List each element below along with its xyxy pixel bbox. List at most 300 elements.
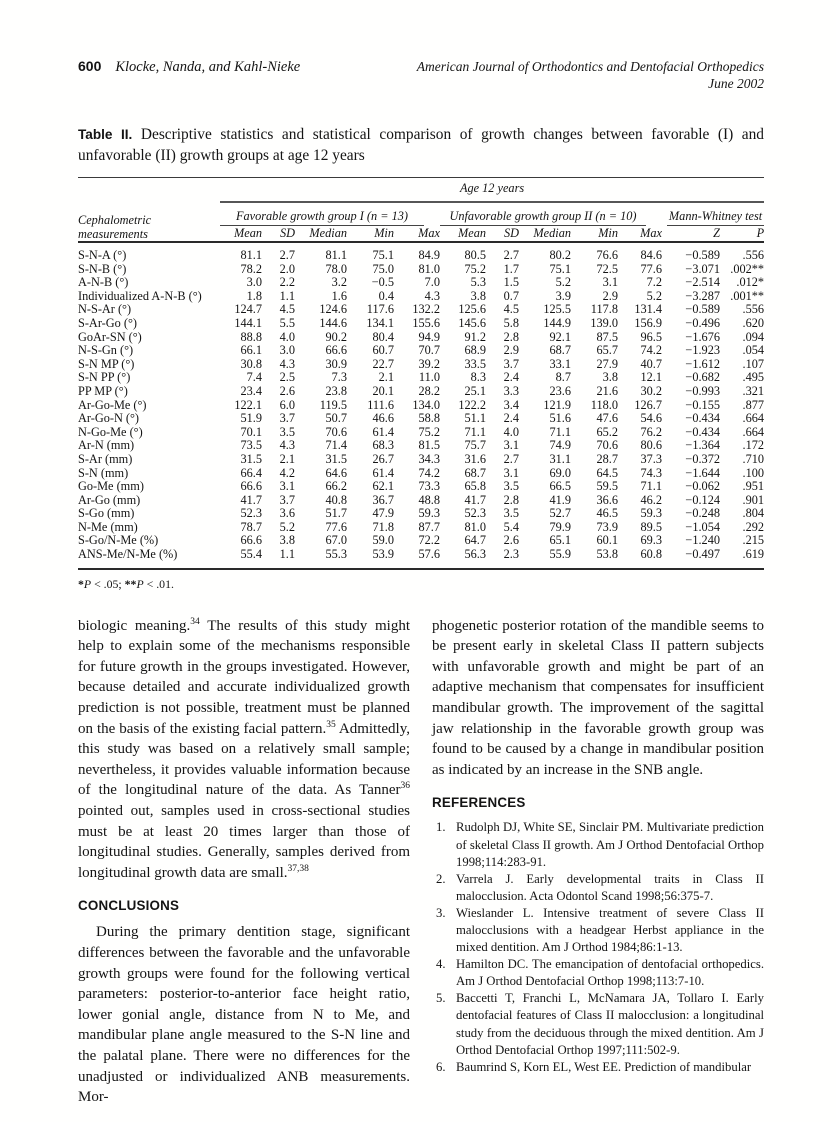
value-cell: 7.2 [646, 276, 662, 290]
reference-text: Rudolph DJ, White SE, Sinclair PM. Multivariate prediction of skeletal Class II growth. Am J Orthod Dentofacial Orthop 1998;114:283-91. [456, 820, 764, 869]
text-segment: * [78, 576, 84, 591]
value-cell: 124.6 [319, 303, 347, 317]
value-cell: 80.2 [549, 248, 571, 262]
value-cell: 37.3 [640, 452, 662, 466]
value-cell: 91.2 [464, 330, 486, 344]
subheader-p: P [720, 226, 764, 242]
value-cell: −0.248 [685, 507, 720, 521]
paragraph-discussion-continued: phogenetic posterior rotation of the mandible seems to be present early in skeletal Class II pattern subjects with unfavorable growth and might be part of an adaptive mechanism that compensates for insufficient mandibular growth. The improvement of the sagittal jaw relationship in the favorable growth group was found to be caused by a change in mandibular position as indicated by an increase in the SNB angle. [432, 617, 764, 778]
text-segment: Admittedly, this study was based on a relatively small sample; nevertheless, it provides valuable information because of the longitudinal nature of the data. As Tanner [78, 720, 410, 799]
reference-number: 6. [436, 1059, 446, 1074]
value-cell: .556 [742, 303, 765, 317]
measurement-label: S-Ar (mm) [78, 452, 133, 466]
running-head-left [78, 58, 300, 76]
value-cell: 12.1 [640, 371, 662, 385]
value-cell: 77.6 [640, 262, 662, 276]
value-cell: 156.9 [634, 316, 662, 330]
value-cell: 74.9 [549, 439, 571, 453]
value-cell: 3.1 [602, 276, 618, 290]
value-cell: 4.2 [279, 466, 295, 480]
value-cell: −0.434 [685, 412, 720, 426]
value-cell: 144.6 [319, 316, 347, 330]
value-cell: 73.3 [418, 480, 440, 494]
value-cell: .002** [730, 262, 765, 276]
measurement-label: Individualized A-N-B (°) [78, 289, 202, 303]
value-cell: 2.2 [279, 276, 295, 290]
value-cell: −0.589 [685, 248, 720, 262]
value-cell: 81.1 [240, 248, 262, 262]
value-cell: 7.4 [246, 371, 262, 385]
measurement-label: Ar-N (mm) [78, 439, 135, 453]
value-cell: 144.9 [543, 316, 571, 330]
value-cell: 5.8 [503, 316, 519, 330]
value-cell: 25.1 [464, 384, 486, 398]
subheader-sd-2: SD [486, 226, 519, 242]
value-cell: .556 [742, 248, 765, 262]
value-cell: 58.8 [418, 412, 440, 426]
value-cell: 52.3 [464, 507, 486, 521]
value-cell: 3.7 [503, 357, 519, 371]
value-cell: −0.062 [685, 480, 720, 494]
value-cell: 66.6 [240, 534, 262, 548]
value-cell: −0.496 [685, 316, 720, 330]
value-cell: .495 [742, 371, 765, 385]
value-cell: 52.3 [240, 507, 262, 521]
value-cell: 77.6 [325, 520, 347, 534]
value-cell: 89.5 [640, 520, 662, 534]
value-cell: −1.364 [685, 439, 720, 453]
value-cell: 7.3 [331, 371, 347, 385]
value-cell: 72.2 [418, 534, 440, 548]
subheader-z: Z [662, 226, 720, 242]
subheader-max-1: Max [394, 226, 440, 242]
running-authors: Klocke, Nanda, and Kahl-Nieke [115, 59, 301, 75]
value-cell: 34.3 [418, 452, 440, 466]
value-cell: 55.3 [325, 548, 347, 562]
value-cell: 70.6 [325, 425, 347, 439]
value-cell: 31.6 [464, 452, 486, 466]
value-cell: 3.8 [470, 289, 486, 303]
value-cell: 4.3 [279, 439, 295, 453]
measurement-label: N-Go-Me (°) [78, 425, 143, 439]
value-cell: 73.9 [596, 520, 618, 534]
table-row [78, 521, 764, 535]
measurement-label: S-Go/N-Me (%) [78, 534, 159, 548]
value-cell: 96.5 [640, 330, 662, 344]
value-cell: 76.2 [640, 425, 662, 439]
value-cell: .619 [742, 548, 765, 562]
value-cell: 69.3 [640, 534, 662, 548]
table-row [78, 453, 764, 467]
value-cell: 59.3 [640, 507, 662, 521]
value-cell: 11.0 [418, 371, 440, 385]
group-cell-favorable [220, 203, 440, 226]
value-cell: .100 [742, 466, 765, 480]
value-cell: 2.7 [503, 452, 519, 466]
value-cell: −3.071 [685, 262, 720, 276]
value-cell: 2.8 [503, 330, 519, 344]
text-segment: P [136, 576, 144, 591]
value-cell: 65.8 [464, 480, 486, 494]
reference-item [432, 819, 764, 870]
table-span-row [78, 178, 764, 204]
table-row [78, 317, 764, 331]
value-cell: 75.7 [464, 439, 486, 453]
value-cell: −1.676 [685, 330, 720, 344]
subheader-median-2: Median [519, 226, 571, 242]
value-cell: 134.0 [412, 398, 440, 412]
value-cell: 46.6 [372, 412, 394, 426]
value-cell: 2.7 [279, 248, 295, 262]
value-cell: 48.8 [418, 493, 440, 507]
spacer-cell [78, 178, 220, 204]
value-cell: .012* [736, 276, 765, 290]
value-cell: 117.8 [590, 303, 618, 317]
value-cell: 144.1 [234, 316, 262, 330]
value-cell: 5.2 [555, 276, 571, 290]
measurement-label: Ar-Go-Me (°) [78, 398, 147, 412]
group-header-mann-whitney: Mann-Whitney test [667, 203, 764, 226]
value-cell: 20.1 [372, 384, 394, 398]
value-cell: 62.1 [372, 480, 394, 494]
value-cell: −0.434 [685, 425, 720, 439]
value-cell: 74.2 [640, 344, 662, 358]
value-cell: 36.7 [372, 493, 394, 507]
value-cell: 145.6 [458, 316, 486, 330]
value-cell: 31.5 [240, 452, 262, 466]
value-cell: 65.7 [596, 344, 618, 358]
measurement-label: S-N-A (°) [78, 248, 127, 262]
value-cell: −0.124 [685, 493, 720, 507]
value-cell: 47.9 [372, 507, 394, 521]
value-cell: 22.7 [372, 357, 394, 371]
value-cell: 26.7 [372, 452, 394, 466]
value-cell: −1.240 [685, 534, 720, 548]
value-cell: 3.1 [503, 439, 519, 453]
value-cell: −1.923 [685, 344, 720, 358]
value-cell: 3.8 [279, 534, 295, 548]
measurement-label: Ar-Go (mm) [78, 493, 141, 507]
measurement-label: S-Ar-Go (°) [78, 316, 137, 330]
value-cell: −2.514 [685, 276, 720, 290]
value-cell: 40.7 [640, 357, 662, 371]
references-list [432, 819, 764, 1075]
table-caption-text: Descriptive statistics and statistical comparison of growth changes between favorable (I) and unfavorable (II) growth groups at age 12 years [78, 126, 764, 164]
value-cell: 33.1 [549, 357, 571, 371]
table-row [78, 426, 764, 440]
value-cell: 54.6 [640, 412, 662, 426]
measurement-label: S-N PP (°) [78, 371, 131, 385]
value-cell: 5.3 [470, 276, 486, 290]
value-cell: .664 [742, 412, 765, 426]
value-cell: 75.0 [372, 262, 394, 276]
value-cell: 39.2 [418, 357, 440, 371]
value-cell: 75.2 [418, 425, 440, 439]
value-cell: 23.6 [549, 384, 571, 398]
value-cell: 66.6 [240, 480, 262, 494]
text-segment: ** [124, 576, 137, 591]
value-cell: 66.1 [240, 344, 262, 358]
value-cell: 75.1 [549, 262, 571, 276]
subheader-min-1: Min [347, 226, 394, 242]
value-cell: 51.6 [549, 412, 571, 426]
value-cell: 21.6 [596, 384, 618, 398]
value-cell: 75.1 [372, 248, 394, 262]
value-cell: 65.2 [596, 425, 618, 439]
text-segment: The results of this study might help to explain some of the mechanisms responsible for future growth in the groups investigated. However, because detailed and accurate individualized growth prediction is not possible, treatment must be planned on the basis of the existing facial pattern. [78, 617, 411, 737]
citation-superscript: 35 [326, 719, 336, 730]
page-header [78, 58, 764, 92]
value-cell: 1.1 [279, 289, 295, 303]
value-cell: 1.8 [246, 289, 262, 303]
value-cell: 3.6 [279, 507, 295, 521]
value-cell: 31.5 [325, 452, 347, 466]
value-cell: −1.054 [685, 520, 720, 534]
value-cell: 118.0 [590, 398, 618, 412]
measurement-label: S-N MP (°) [78, 357, 135, 371]
value-cell: 4.0 [503, 425, 519, 439]
value-cell: 71.1 [549, 425, 571, 439]
value-cell: −0.5 [371, 276, 394, 290]
paragraph-discussion [78, 616, 410, 884]
value-cell: 5.2 [279, 520, 295, 534]
measurement-label: GoAr-SN (°) [78, 330, 142, 344]
value-cell: 55.9 [549, 548, 571, 562]
value-cell: 73.5 [240, 439, 262, 453]
subheader-mean-1: Mean [220, 226, 262, 242]
table-row [78, 358, 764, 372]
value-cell: −1.612 [685, 357, 720, 371]
value-cell: 3.2 [331, 276, 347, 290]
value-cell: 0.4 [378, 289, 394, 303]
subheader-sd-1: SD [262, 226, 295, 242]
paragraph-conclusions: During the primary dentition stage, significant differences between the favorable and the unfavorable growth groups were found for the following vertical parameters: posterior-to-anterior face height ratio, lower gonial angle, distance from N to Me, and mandibular plane angle measured to the S-N line and the palatal plane. There were no differences for the unadjusted or individualized ANB measurements. Mor- [78, 924, 410, 1106]
value-cell: 81.0 [464, 520, 486, 534]
value-cell: 3.1 [279, 480, 295, 494]
value-cell: 3.9 [555, 289, 571, 303]
value-cell: .094 [742, 330, 765, 344]
value-cell: −0.589 [685, 303, 720, 317]
table-body [78, 242, 764, 569]
journal-issue: June 2002 [708, 76, 764, 91]
measurement-label: Ar-Go-N (°) [78, 412, 140, 426]
running-head-right [417, 58, 764, 92]
value-cell: 94.9 [418, 330, 440, 344]
value-cell: 74.3 [640, 466, 662, 480]
value-cell: 134.1 [366, 316, 394, 330]
table-row [78, 494, 764, 508]
measurement-label: S-N-B (°) [78, 262, 127, 276]
value-cell: .664 [742, 425, 765, 439]
value-cell: 66.5 [549, 480, 571, 494]
group-header-favorable: Favorable growth group I (n = 13) [220, 203, 424, 226]
table-row [78, 534, 764, 548]
value-cell: 23.8 [325, 384, 347, 398]
value-cell: .620 [742, 316, 765, 330]
value-cell: 28.2 [418, 384, 440, 398]
value-cell: 31.1 [549, 452, 571, 466]
measurement-label: N-S-Gn (°) [78, 344, 134, 358]
value-cell: 56.3 [464, 548, 486, 562]
value-cell: 64.6 [325, 466, 347, 480]
value-cell: 3.7 [279, 493, 295, 507]
value-cell: 53.9 [372, 548, 394, 562]
value-cell: 81.1 [325, 248, 347, 262]
value-cell: 51.1 [464, 412, 486, 426]
value-cell: 6.0 [279, 398, 295, 412]
statistics-table [78, 177, 764, 570]
table-row [78, 439, 764, 453]
table-row [78, 344, 764, 358]
value-cell: .001** [730, 289, 765, 303]
value-cell: 3.1 [503, 466, 519, 480]
value-cell: 55.4 [240, 548, 262, 562]
value-cell: 80.6 [640, 439, 662, 453]
value-cell: .901 [742, 493, 765, 507]
value-cell: 30.9 [325, 357, 347, 371]
value-cell: .292 [742, 520, 765, 534]
right-column [432, 616, 764, 1108]
row-header: Cephalometric measurements [78, 203, 220, 242]
value-cell: 78.0 [325, 262, 347, 276]
value-cell: 52.7 [549, 507, 571, 521]
reference-text: Baccetti T, Franchi L, McNamara JA, Tollaro I. Early dentofacial features of Class II malocclusion: a longitudinal study from the deciduous through the mixed dentition. Am J Orthod Dentofacial Orthop 1997;111:502-9. [456, 991, 764, 1057]
value-cell: 4.3 [424, 289, 440, 303]
value-cell: 27.9 [596, 357, 618, 371]
value-cell: 74.2 [418, 466, 440, 480]
value-cell: 30.8 [240, 357, 262, 371]
value-cell: 2.4 [503, 371, 519, 385]
value-cell: 87.5 [596, 330, 618, 344]
value-cell: 1.6 [331, 289, 347, 303]
measurement-label: N-S-Ar (°) [78, 303, 132, 317]
value-cell: 61.4 [372, 425, 394, 439]
text-segment: biologic meaning. [78, 617, 191, 634]
value-cell: 3.3 [503, 384, 519, 398]
value-cell: 3.7 [279, 412, 295, 426]
value-cell: 2.1 [279, 452, 295, 466]
value-cell: 66.4 [240, 466, 262, 480]
value-cell: 81.5 [418, 439, 440, 453]
table-row [78, 399, 764, 413]
value-cell: −0.372 [685, 452, 720, 466]
value-cell: 51.9 [240, 412, 262, 426]
value-cell: 36.6 [596, 493, 618, 507]
measurement-label: PP MP (°) [78, 384, 128, 398]
value-cell: 40.8 [325, 493, 347, 507]
journal-title: American Journal of Orthodontics and Dentofacial Orthopedics [416, 59, 764, 74]
value-cell: 87.7 [418, 520, 440, 534]
group-cell-unfavorable [440, 203, 662, 226]
value-cell: −0.155 [685, 398, 720, 412]
measurement-label: A-N-B (°) [78, 276, 129, 290]
reference-item [432, 956, 764, 990]
subheader-max-2: Max [618, 226, 662, 242]
value-cell: .877 [742, 398, 765, 412]
value-cell: 47.6 [596, 412, 618, 426]
value-cell: 8.3 [470, 371, 486, 385]
value-cell: 92.1 [549, 330, 571, 344]
value-cell: 2.1 [378, 371, 394, 385]
value-cell: 5.5 [279, 316, 295, 330]
table-row [78, 263, 764, 277]
value-cell: 41.9 [549, 493, 571, 507]
value-cell: 1.7 [503, 262, 519, 276]
measurement-label: ANS-Me/N-Me (%) [78, 548, 178, 562]
value-cell: 3.5 [279, 425, 295, 439]
table-row [78, 331, 764, 345]
value-cell: 8.7 [555, 371, 571, 385]
value-cell: 59.5 [596, 480, 618, 494]
value-cell: 68.7 [464, 466, 486, 480]
table-row [78, 303, 764, 317]
value-cell: 126.7 [634, 398, 662, 412]
value-cell: 70.7 [418, 344, 440, 358]
value-cell: .215 [742, 534, 765, 548]
value-cell: 71.1 [640, 480, 662, 494]
reference-number: 4. [436, 957, 446, 972]
value-cell: 23.4 [240, 384, 262, 398]
value-cell: 59.3 [418, 507, 440, 521]
page-number: 600 [78, 58, 102, 74]
value-cell: 2.5 [279, 371, 295, 385]
body-columns [78, 616, 764, 1108]
table-caption-label: Table II. [78, 127, 133, 142]
value-cell: 0.7 [503, 289, 519, 303]
value-cell: 79.9 [549, 520, 571, 534]
value-cell: 53.8 [596, 548, 618, 562]
value-cell: 2.8 [503, 493, 519, 507]
group-header-unfavorable: Unfavorable growth group II (n = 10) [440, 203, 646, 226]
value-cell: 51.7 [325, 507, 347, 521]
value-cell: 2.3 [503, 548, 519, 562]
value-cell: −0.993 [685, 384, 720, 398]
value-cell: 111.6 [367, 398, 394, 412]
value-cell: 88.8 [240, 330, 262, 344]
value-cell: −0.497 [685, 548, 720, 562]
value-cell: 50.7 [325, 412, 347, 426]
reference-text: Baumrind S, Korn EL, West EE. Prediction of mandibular [456, 1059, 752, 1074]
reference-text: Wieslander L. Intensive treatment of severe Class II malocclusions with a headgear Herbst appliance in the mixed dentition. Am J Orthod 1984;86:1-13. [456, 905, 764, 955]
table-row [78, 242, 764, 263]
value-cell: 4.3 [279, 357, 295, 371]
reference-text: Hamilton DC. The emancipation of dentofacial orthopedics. Am J Orthod Dentofacial Orthop 1998;113:7-10. [456, 957, 764, 989]
table-row [78, 412, 764, 426]
value-cell: 139.0 [590, 316, 618, 330]
value-cell: 2.9 [602, 289, 618, 303]
value-cell: 121.9 [543, 398, 571, 412]
value-cell: 132.2 [412, 303, 440, 317]
age-span-cell [220, 178, 764, 204]
value-cell: 71.1 [464, 425, 486, 439]
conclusions-heading: CONCLUSIONS [78, 898, 180, 914]
value-cell: 125.6 [458, 303, 486, 317]
value-cell: 5.2 [646, 289, 662, 303]
value-cell: −0.682 [685, 371, 720, 385]
value-cell: 1.1 [279, 548, 295, 562]
value-cell: 78.2 [240, 262, 262, 276]
value-cell: .321 [742, 384, 765, 398]
measurement-label: N-Me (mm) [78, 520, 138, 534]
value-cell: 155.6 [412, 316, 440, 330]
value-cell: 60.8 [640, 548, 662, 562]
text-segment: pointed out, samples used in cross-sectional studies must be at least 20 times larger than those of longitudinal studies. Generally, samples derived from longitudinal growth data are small. [78, 803, 410, 881]
value-cell: .054 [742, 344, 765, 358]
table-row [78, 371, 764, 385]
measurement-label: Go-Me (mm) [78, 480, 144, 494]
value-cell: 90.2 [325, 330, 347, 344]
value-cell: 122.2 [458, 398, 486, 412]
